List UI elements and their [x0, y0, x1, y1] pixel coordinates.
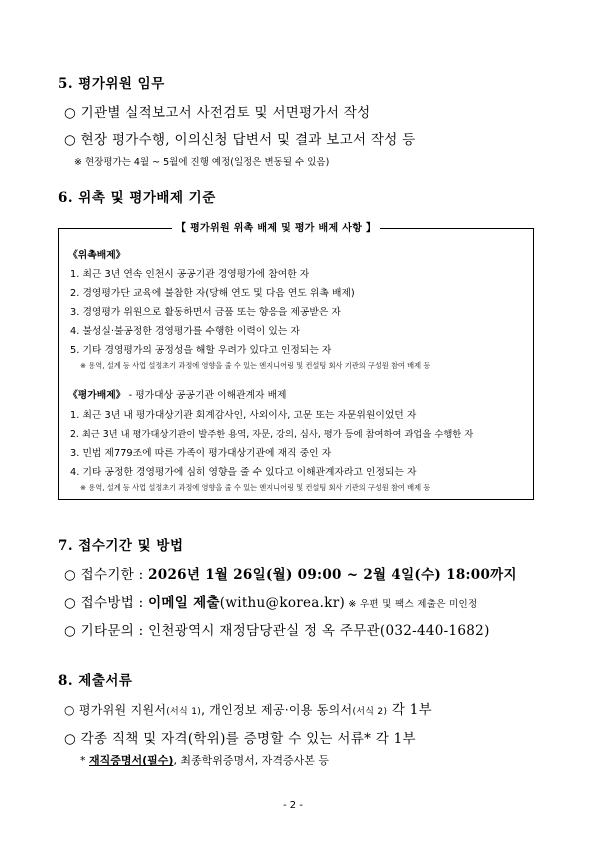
exclusion-evaluation-note: ※ 용역, 설계 등 사업 설정초기 과정에 영향을 줄 수 있는 엔지니어링 및 컨설팅 회사 기관의 구성원 참여 배제 등: [80, 483, 431, 492]
method-note: ※ 우편 및 팩스 제출은 미인정: [345, 599, 478, 610]
section-7-deadline: [64, 563, 517, 583]
section-7-heading: 7. 접수기간 및 방법: [58, 538, 184, 554]
exclusion-evaluation-item: 2. 최근 3년 내 평가대상기관이 발주한 용역, 자문, 강의, 심사, 평가 등에 참여하여 과업을 수행한 자: [70, 429, 474, 440]
page-number: - 2 -: [283, 800, 303, 811]
section-5-note: ※ 현장평가는 4월 ~ 5월에 진행 예정(일정은 변동될 수 있음): [74, 157, 330, 168]
exclusion-evaluation-item: 3. 민법 제779조에 따른 가족이 평가대상기관에 재직 중인 자: [70, 448, 332, 459]
section-5-bullet-1: ○ 기관별 실적보고서 사전검토 및 서면평가서 작성: [64, 105, 371, 121]
section-6-heading: 6. 위촉 및 평가배제 기준: [58, 190, 216, 206]
section-8-bullet-2: ○ 각종 직책 및 자격(학위)를 증명할 수 있는 서류* 각 1부: [64, 731, 416, 747]
exclusion-evaluation-item: 4. 기타 공정한 경영평가에 심히 영향을 줄 수 있다고 이해관계자라고 인정되는 자: [70, 467, 417, 478]
section-8-note: [80, 752, 329, 768]
exclusion-appointment-item: 4. 불성실·불공정한 경영평가를 수행한 이력이 있는 자: [70, 326, 300, 337]
consent-form-text: , 개인정보 제공·이용 동의서: [201, 703, 353, 717]
application-form-text: ○ 평가위원 지원서: [64, 703, 167, 717]
criteria-box-title: 【 평가위원 위촉 배제 및 평가 배제 사항 】: [172, 219, 380, 234]
exclusion-evaluation-subtitle: - 평가대상 공공기관 이해관계자 배제: [125, 390, 287, 401]
exclusion-evaluation-item: 1. 최근 3년 내 평가대상기관 회계감사인, 사외이사, 고문 또는 자문위원이었던 자: [70, 410, 417, 421]
exclusion-appointment-note: ※ 용역, 설계 등 사업 설정초기 과정에 영향을 줄 수 있는 엔지니어링 및 컨설팅 회사 기관의 구성원 참여 배제 등: [80, 361, 431, 370]
method-label: ○ 접수방법 :: [64, 595, 149, 611]
section-7-method: [64, 591, 477, 611]
form-2-label: (서식 2): [352, 707, 388, 717]
exclusion-appointment-item: 1. 최근 3년 연속 인천시 공공기관 경영평가에 참여한 자: [70, 269, 310, 280]
note-rest: , 최종학위증명서, 자격증사본 등: [173, 754, 330, 767]
deadline-label: ○ 접수기한 :: [64, 567, 149, 583]
section-8-bullet-1: [64, 698, 432, 718]
section-8-heading: 8. 제출서류: [58, 673, 133, 689]
section-5-heading: 5. 평가위원 임무: [58, 76, 165, 92]
form-1-label: (서식 1): [166, 707, 202, 717]
method-email: (withu@korea.kr): [219, 595, 346, 611]
method-value: 이메일 제출: [148, 595, 220, 611]
exclusion-appointment-title: 《위촉배제》: [68, 250, 126, 261]
exclusion-evaluation-title: 《평가배제》: [68, 390, 126, 401]
employment-certificate-required: 재직증명서(필수): [89, 754, 174, 767]
note-marker: *: [80, 754, 89, 767]
copies-text: 각 1부: [387, 702, 433, 718]
exclusion-evaluation-title-line: [68, 387, 287, 401]
exclusion-appointment-item: 5. 기타 경영평가의 공정성을 해할 우려가 있다고 인정되는 자: [70, 345, 332, 356]
deadline-value: 2026년 1월 26일(월) 09:00 ~ 2월 4일(수) 18:00까지: [148, 567, 517, 583]
section-5-bullet-2: ○ 현장 평가수행, 이의신청 답변서 및 결과 보고서 작성 등: [64, 132, 416, 148]
exclusion-appointment-item: 2. 경영평가단 교육에 불참한 자(당해 연도 및 다음 연도 위촉 배제): [70, 288, 355, 299]
exclusion-appointment-item: 3. 경영평가 위원으로 활동하면서 금품 또는 향응을 제공받은 자: [70, 307, 341, 318]
section-7-contact: ○ 기타문의 : 인천광역시 재정담당관실 정 옥 주무관(032-440-1682): [64, 623, 490, 639]
